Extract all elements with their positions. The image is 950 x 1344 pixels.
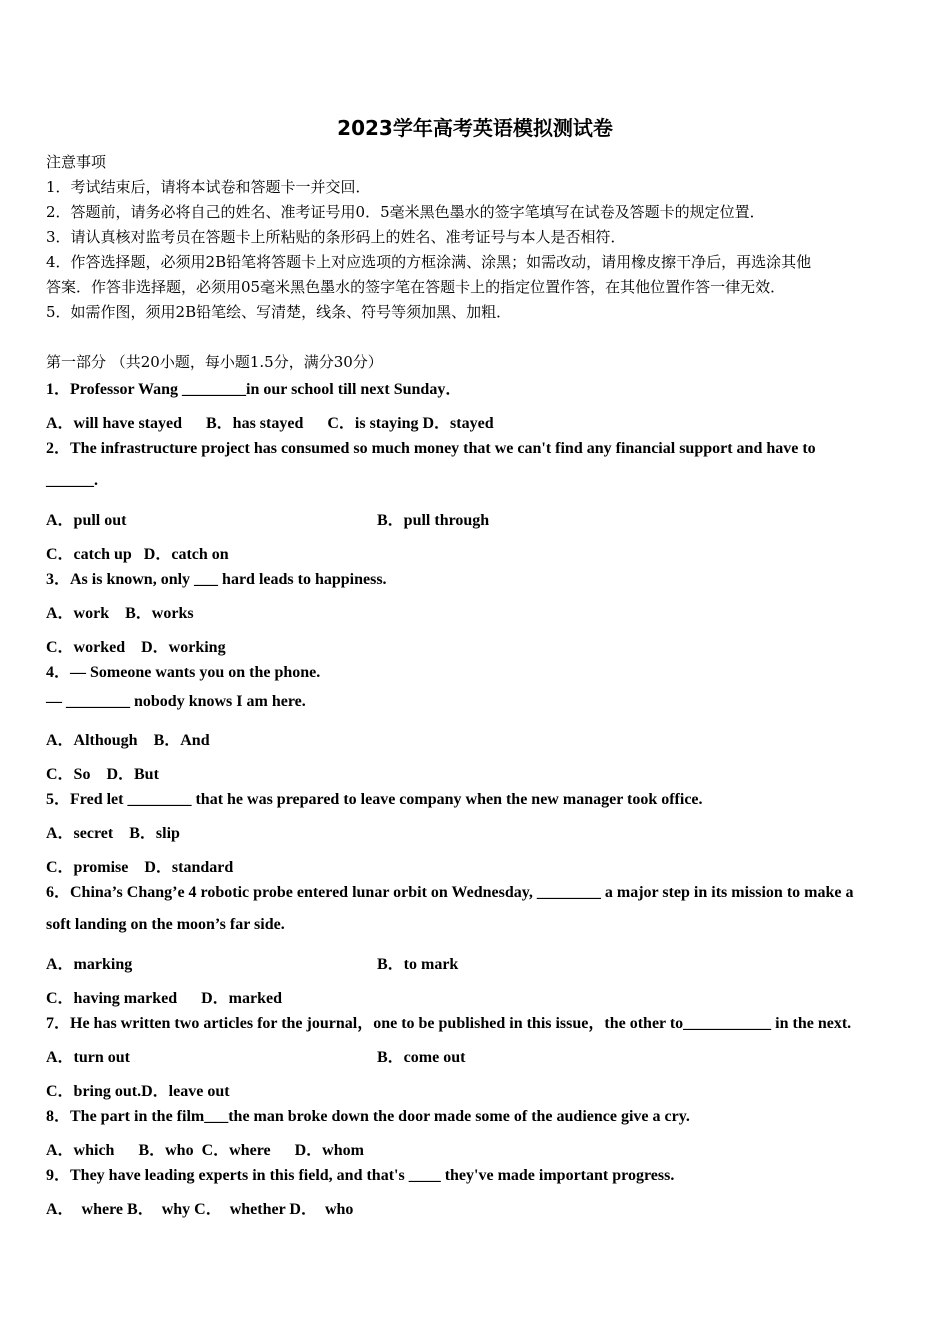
- option-ab: A．work B．works: [46, 605, 194, 622]
- notice-item: 3．请认真核对监考员在答题卡上所粘贴的条形码上的姓名、准考证号与本人是否相符．: [46, 228, 626, 246]
- question-options: A．which B．who C．where D．whom: [46, 1142, 364, 1159]
- question-stem: 6．China’s Chang’e 4 robotic probe entered lunar orbit on Wednesday, ________ a major step in its mission to make a: [46, 884, 854, 901]
- question-stem-continued: — ________ nobody knows I am here.: [46, 693, 306, 710]
- notice-heading: 注意事项: [46, 153, 107, 171]
- option-a: A．turn out: [46, 1049, 131, 1066]
- notice-item: 答案．作答非选择题，必须用05毫米黑色墨水的签字笔在答题卡上的指定位置作答，在其他位置作答一律无效．: [46, 278, 786, 296]
- option-cd: C．promise D．standard: [46, 859, 234, 876]
- question-stem-continued: ______.: [46, 472, 98, 489]
- question-stem: 8．The part in the film___the man broke down the door made some of the audience give a cry.: [46, 1108, 690, 1125]
- option-b: B．pull through: [377, 512, 490, 529]
- question-stem: 4．— Someone wants you on the phone.: [46, 664, 321, 681]
- question-stem: 2．The infrastructure project has consumed so much money that we can't find any financial support and have to: [46, 440, 816, 457]
- option-cd: C．catch up D．catch on: [46, 546, 229, 563]
- question-options: A． where B． why C． whether D． who: [46, 1201, 354, 1218]
- question-stem: 9．They have leading experts in this field, and that's ____ they've made important progress.: [46, 1167, 675, 1184]
- option-b: B．to mark: [377, 956, 459, 973]
- question-stem: 5．Fred let ________ that he was prepared to leave company when the new manager took office.: [46, 791, 703, 808]
- option-b: B．come out: [377, 1049, 466, 1066]
- option-ab: A．secret B．slip: [46, 825, 180, 842]
- question-stem-continued: soft landing on the moon’s far side.: [46, 916, 285, 933]
- option-cd: C．So D．But: [46, 766, 159, 783]
- option-cd: C．bring out.D．leave out: [46, 1083, 230, 1100]
- question-options: A．will have stayed B．has stayed C．is staying D．stayed: [46, 415, 494, 432]
- question-stem: 3．As is known, only ___ hard leads to happiness.: [46, 571, 387, 588]
- notice-item: 5．如需作图，须用2B铅笔绘、写清楚，线条、符号等须加黑、加粗．: [46, 303, 512, 321]
- question-stem: 1．Professor Wang ________in our school till next Sunday．: [46, 381, 462, 398]
- question-stem: 7．He has written two articles for the journal，one to be published in this issue，the other to___________ in the next.: [46, 1015, 852, 1032]
- option-cd: C．worked D．working: [46, 639, 226, 656]
- page-title: 2023学年高考英语模拟测试卷: [337, 116, 613, 140]
- section-heading: 第一部分 （共20小题，每小题1.5分，满分30分）: [46, 353, 383, 371]
- notice-item: 4．作答选择题，必须用2B铅笔将答题卡上对应选项的方框涂满、涂黑；如需改动，请用橡皮擦干净后，再选涂其他: [46, 253, 812, 271]
- option-a: A．pull out: [46, 512, 127, 529]
- notice-item: 2．答题前，请务必将自己的姓名、准考证号用0．5毫米黑色墨水的签字笔填写在试卷及答题卡的规定位置．: [46, 203, 765, 221]
- notice-item: 1．考试结束后，请将本试卷和答题卡一并交回．: [46, 178, 371, 196]
- option-a: A．marking: [46, 956, 133, 973]
- option-cd: C．having marked D．marked: [46, 990, 283, 1007]
- option-ab: A．Although B．And: [46, 732, 210, 749]
